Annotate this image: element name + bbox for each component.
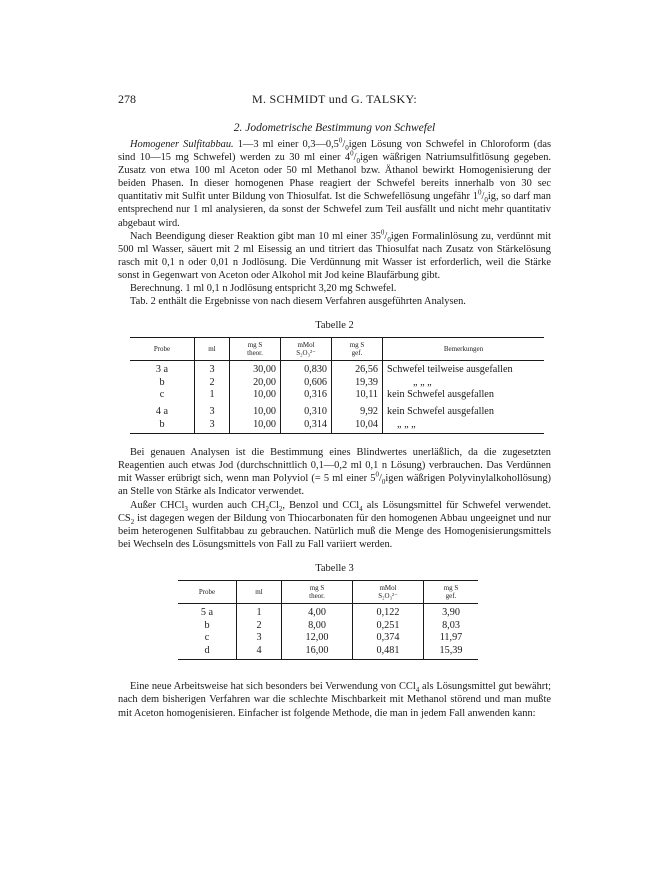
table3-header-ml: ml [237,580,282,603]
table-row: b 2 8,00 0,251 8,03 [178,620,478,633]
paragraph-berechnung: Berechnung. 1 ml 0,1 n Jodlösung entspricht 3,20 mg Schwefel. [130,283,397,295]
table-row: 4 a 3 10,00 0,310 9,92 kein Schwefel ausgefallen [130,402,544,419]
paragraph-lead: Homogener Sulfitabbau. [130,139,234,150]
paragraph-blindwert: Bei genauen Analysen ist die Bestimmung eines Blindwertes unerläßlich, da die zugesetzten Reagentien auch etwas Jod (durchschnittlich 0,1—0,2 ml 0,1 n Lösung) verbrauchen. Das Verdünnen mit Wasser erübrigt sich, wenn man Polyviol (= 5 ml einer $5^0/_0igen$ wäßrigen Polyvinylalkohollösung) an Stelle von Stärke als Indicator verwendet. [118,447,552,498]
paragraph-beendigung: Nach Beendigung dieser Reaktion gibt man 10 ml einer $35^0/_0igen$ Formalinlösung zu, verdünnt mit 500 ml Wasser, säuert mit 2 ml Eisessig an und titriert das Thiosulfat nach Zusatz von Stärkelösung rasch mit 0,1 n oder 0,01 n Jodlösung. Die Verdünnung mit Wasser ist erforderlich, weil die Stärke sonst in Gegenwart von Aceton oder Alkohol mit Jod keine Blaufärbung gibt. [118,228,551,281]
page [118,92,551,720]
table3-header-mgs-gef: mg S gef. [424,580,479,603]
table2-header-probe: Probe [130,338,195,361]
table3-caption: Tabelle 3 [315,562,354,574]
paragraph-loesungsmittel: Außer CHCl$_3$ wurden auch $CH_2Cl_2$, Benzol und CCl$_4$ als Lösungsmittel für Schwefel verwendet. $CS_2$ ist dagegen wegen der Bildung von Thiocarbonaten für den homogenen Abbau ungeeignet und nur beim heterogenen Sulfitabbau zu gebrauchen. Natürlich muß die Menge des Homogenisierungsmittels bei Wechseln des Lösungsmittels von Fall zu Fall variiert werden. [118,499,551,550]
table-row: d 4 16,00 0,481 15,39 [178,645,478,660]
running-title: M. SCHMIDT und G. TALSKY: [251,92,417,106]
table2-header-bemerkungen: Bemerkungen [383,338,545,361]
running-head [118,92,551,110]
table2-header-mgs-gef: mg S gef. [332,338,383,361]
table2-caption: Tabelle 2 [315,320,354,332]
table-row: c 3 12,00 0,374 11,97 [178,632,478,645]
table3-header-probe: Probe [178,580,237,603]
paragraph-tab2-intro: Tab. 2 enthält die Ergebnisse von nach diesem Verfahren ausgeführten Analysen. [130,296,466,308]
table3-header-row [178,580,478,603]
table2-header-mgs-theor: mg S theor. [230,338,281,361]
table3 [178,580,478,660]
paragraph-homogener-sulfitabbau: Homogener Sulfitabbau. 1—3 ml einer $0,3—0,5^0/_0igen$ Lösung von Schwefel in Chloroform (das sind 10—15 mg Schwefel) werden zu 30 ml einer $4^0/_0igen$ wäßrigen Natriumsulfitlösung gegeben. Zusatz von etwa 100 ml Aceton oder 50 ml Methanol bzw. Äthanol bewirkt Homogenisierung der beiden Phasen. In dieser homogenen Phase reagiert der Schwefel bereits innerhalb von 30 sec quantitativ mit Sulfit unter Bildung von Thiosulfat. Ist die Schwefellösung ungefähr $1^0/_0ig$, so darf man entsprechend nur 1 ml analysieren, da sonst der Schwefel zum Teil ausfällt und nicht mehr quantitativ abgebaut wird. [118,136,551,229]
table3-header-mmol: mMol S₂O₃²⁻ [353,580,424,603]
table-row: b 3 10,00 0,314 10,04 „ „ „ [130,419,544,434]
table3-header-mgs-theor: mg S theor. [282,580,353,603]
page-number: 278 [118,92,136,106]
table2-header-mmol: mMol S₂O₃²⁻ [281,338,332,361]
section-heading: 2. Jodometrische Bestimmung von Schwefel [233,122,436,134]
table-row: 3 a 3 30,00 0,830 26,56 Schwefel teilweise ausgefallen [130,361,544,377]
table2 [130,337,544,434]
table-row: c 1 10,00 0,316 10,11 kein Schwefel ausgefallen [130,389,544,402]
table-row: b 2 20,00 0,606 19,39 „ „ „ [130,377,544,390]
table-row: 5 a 1 4,00 0,122 3,90 [178,603,478,619]
paragraph-neue-arbeitsweise: Eine neue Arbeitsweise hat sich besonders bei Verwendung von CCl$_4$ als Lösungsmittel gut bewährt; nach dem bisherigen Verfahren war die schlechte Mischbarkeit mit Methanol störend und man mußte mit Aceton homogenisieren. Einfacher ist folgende Methode, die man in jedem Fall anwenden kann: [118,681,551,719]
table2-header-row [130,338,544,361]
table2-header-ml: ml [195,338,230,361]
